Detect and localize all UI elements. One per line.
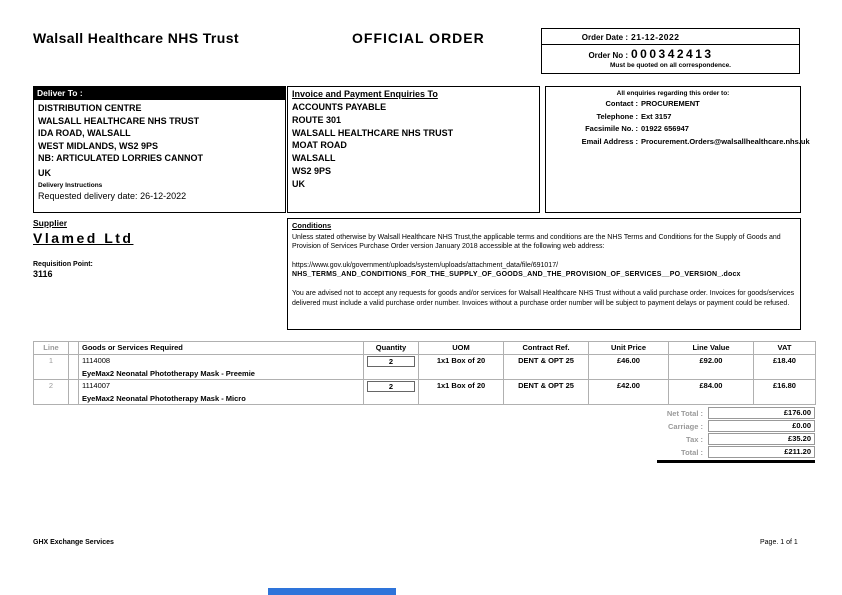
telephone-row (546, 111, 800, 124)
total-row (600, 446, 815, 458)
totals-section (600, 407, 815, 463)
conditions-paragraph-1: Unless stated otherwise by Walsall Healthcare NHS Trust,the applicable terms and conditions are the NHS Terms and Conditions for the Supply of Goods and Provision of Services Purchase Order version January 2018 accessible at the following web address: (292, 233, 781, 251)
quantity-box: 2 (367, 356, 415, 367)
email-row (546, 136, 810, 149)
column-header-vat: VAT (754, 342, 816, 355)
requisition-point-value: 3116 (33, 269, 53, 279)
column-header-uom: UOM (419, 342, 504, 355)
total-label: Total : (681, 447, 703, 457)
net-total-label: Net Total : (666, 408, 703, 418)
ghx-footer-label: GHX Exchange Services (33, 539, 114, 546)
invoice-address-line: WS2 9PS (292, 165, 332, 176)
requested-delivery-date: Requested delivery date: 26-12-2022 (38, 191, 187, 201)
line-value-cell: £92.00 (669, 355, 754, 380)
column-header-spacer (69, 342, 79, 355)
column-header-unit-price: Unit Price (589, 342, 669, 355)
conditions-box (287, 218, 801, 330)
uom-cell: 1x1 Box of 20 (419, 355, 504, 380)
uom-cell: 1x1 Box of 20 (419, 380, 504, 405)
carriage-row (600, 420, 815, 432)
deliver-address-line: WALSALL HEALTHCARE NHS TRUST (38, 115, 200, 126)
column-header-goods: Goods or Services Required (79, 342, 364, 355)
item-code: 1114007 (82, 381, 111, 390)
item-code: 1114008 (82, 356, 111, 365)
deliver-to-box (33, 86, 286, 213)
tax-row (600, 433, 815, 445)
deliver-address-line: NB: ARTICULATED LORRIES CANNOT (38, 153, 203, 163)
facsimile-row (546, 123, 800, 136)
invoice-address-line: ACCOUNTS PAYABLE (292, 102, 387, 112)
conditions-header: Conditions (292, 221, 332, 230)
conditions-url-line-2[interactable]: NHS_TERMS_AND_CONDITIONS_FOR_THE_SUPPLY_OF_GOODS_AND_THE_PROVISION_OF_SERVICES__PO_VERSION_.docx (292, 271, 741, 279)
invoice-address (288, 99, 539, 191)
items-table-header-row (34, 342, 816, 355)
order-date-value: 21-12-2022 (631, 32, 680, 42)
carriage-label: Carriage : (667, 421, 703, 431)
unit-price-cell: £46.00 (589, 355, 669, 380)
order-info-box (541, 28, 800, 74)
conditions-paragraph-2: You are advised not to accept any requests for goods and/or services for Walsall Healthcare NHS Trust without a valid purchase order. Invoices for goods/services delivered must include a valid purchase order number. Invoices without a purchase order number will be subject to payment delays or payment could be refused. (292, 289, 795, 307)
invoice-address-line: ROUTE 301 (292, 114, 342, 125)
order-note: Must be quoted on all correspondence. (610, 62, 731, 69)
order-date-label: Order Date : (581, 33, 628, 42)
item-description: EyeMax2 Neonatal Phototherapy Mask - Preemie (82, 369, 255, 378)
contract-ref-cell: DENT & OPT 25 (504, 355, 589, 380)
invoice-address-line: WALSALL HEALTHCARE NHS TRUST (292, 127, 454, 138)
deliver-address-line: DISTRIBUTION CENTRE (38, 103, 142, 113)
goods-cell (79, 380, 364, 405)
tax-label: Tax : (686, 434, 703, 444)
table-row (34, 380, 816, 405)
contact-value: PROCUREMENT (641, 99, 700, 108)
order-number-row (542, 45, 799, 61)
deliver-address (34, 100, 285, 179)
deliver-address-line: IDA ROAD, WALSALL (38, 128, 131, 138)
conditions-url-line-1[interactable]: https://www.gov.uk/government/uploads/system/uploads/attachment_data/file/691017/ (292, 261, 559, 269)
enquiries-header: All enquiries regarding this order to: (616, 90, 730, 97)
document-title: OFFICIAL ORDER (352, 30, 485, 46)
invoice-enquiries-header: Invoice and Payment Enquiries To (292, 89, 438, 99)
delivery-instructions-label: Delivery Instructions (38, 182, 103, 189)
facsimile-value: 01922 656947 (641, 124, 689, 133)
telephone-value: Ext 3157 (641, 111, 672, 121)
page-number: Page. 1 of 1 (760, 539, 798, 546)
column-header-line: Line (34, 342, 69, 355)
goods-cell (79, 355, 364, 380)
quantity-box: 2 (367, 381, 415, 392)
trust-name: Walsall Healthcare NHS Trust (33, 30, 239, 46)
order-no-value: 000342413 (631, 47, 714, 61)
invoice-address-line: UK (292, 178, 305, 189)
deliver-country: UK (38, 167, 51, 178)
contact-label: Contact : (605, 99, 638, 108)
contract-ref-cell: DENT & OPT 25 (504, 380, 589, 405)
facsimile-label: Facsimile No. : (585, 124, 638, 133)
tax-value: £35.20 (708, 433, 815, 445)
total-value: £211.20 (708, 446, 815, 458)
supplier-label: Supplier (33, 218, 68, 228)
deliver-address-line: WEST MIDLANDS, WS2 9PS (38, 140, 159, 151)
carriage-value: £0.00 (708, 420, 815, 432)
table-row (34, 355, 816, 380)
quantity-cell (364, 355, 419, 380)
deliver-to-header: Deliver To : (34, 87, 285, 100)
invoice-enquiries-box (287, 86, 540, 213)
bottom-blue-bar (268, 588, 396, 595)
order-date-row (542, 29, 799, 45)
line-number: 1 (34, 355, 69, 380)
items-table (33, 341, 816, 405)
spacer-cell (69, 380, 79, 405)
line-number: 2 (34, 380, 69, 405)
invoice-address-line: MOAT ROAD (292, 140, 347, 151)
vat-cell: £18.40 (754, 355, 816, 380)
unit-price-cell: £42.00 (589, 380, 669, 405)
quantity-cell (364, 380, 419, 405)
contact-row (546, 98, 800, 111)
spacer-cell (69, 355, 79, 380)
order-no-label: Order No : (588, 51, 628, 60)
requisition-point-label: Requisition Point: (33, 261, 93, 268)
column-header-contract-ref: Contract Ref. (504, 342, 589, 355)
net-total-row (600, 407, 815, 419)
invoice-address-line: WALSALL (292, 153, 336, 164)
column-header-line-value: Line Value (669, 342, 754, 355)
email-value: Procurement.Orders@walsallhealthcare.nhs.uk (641, 136, 810, 146)
email-label: Email Address : (581, 136, 638, 146)
supplier-name: Vlamed Ltd (33, 230, 134, 246)
order-enquiries-box (545, 86, 810, 213)
total-underline (657, 460, 815, 463)
line-value-cell: £84.00 (669, 380, 754, 405)
net-total-value: £176.00 (708, 407, 815, 419)
vat-cell: £16.80 (754, 380, 816, 405)
telephone-label: Telephone : (596, 111, 638, 121)
item-description: EyeMax2 Neonatal Phototherapy Mask - Micro (82, 394, 246, 403)
column-header-quantity: Quantity (364, 342, 419, 355)
